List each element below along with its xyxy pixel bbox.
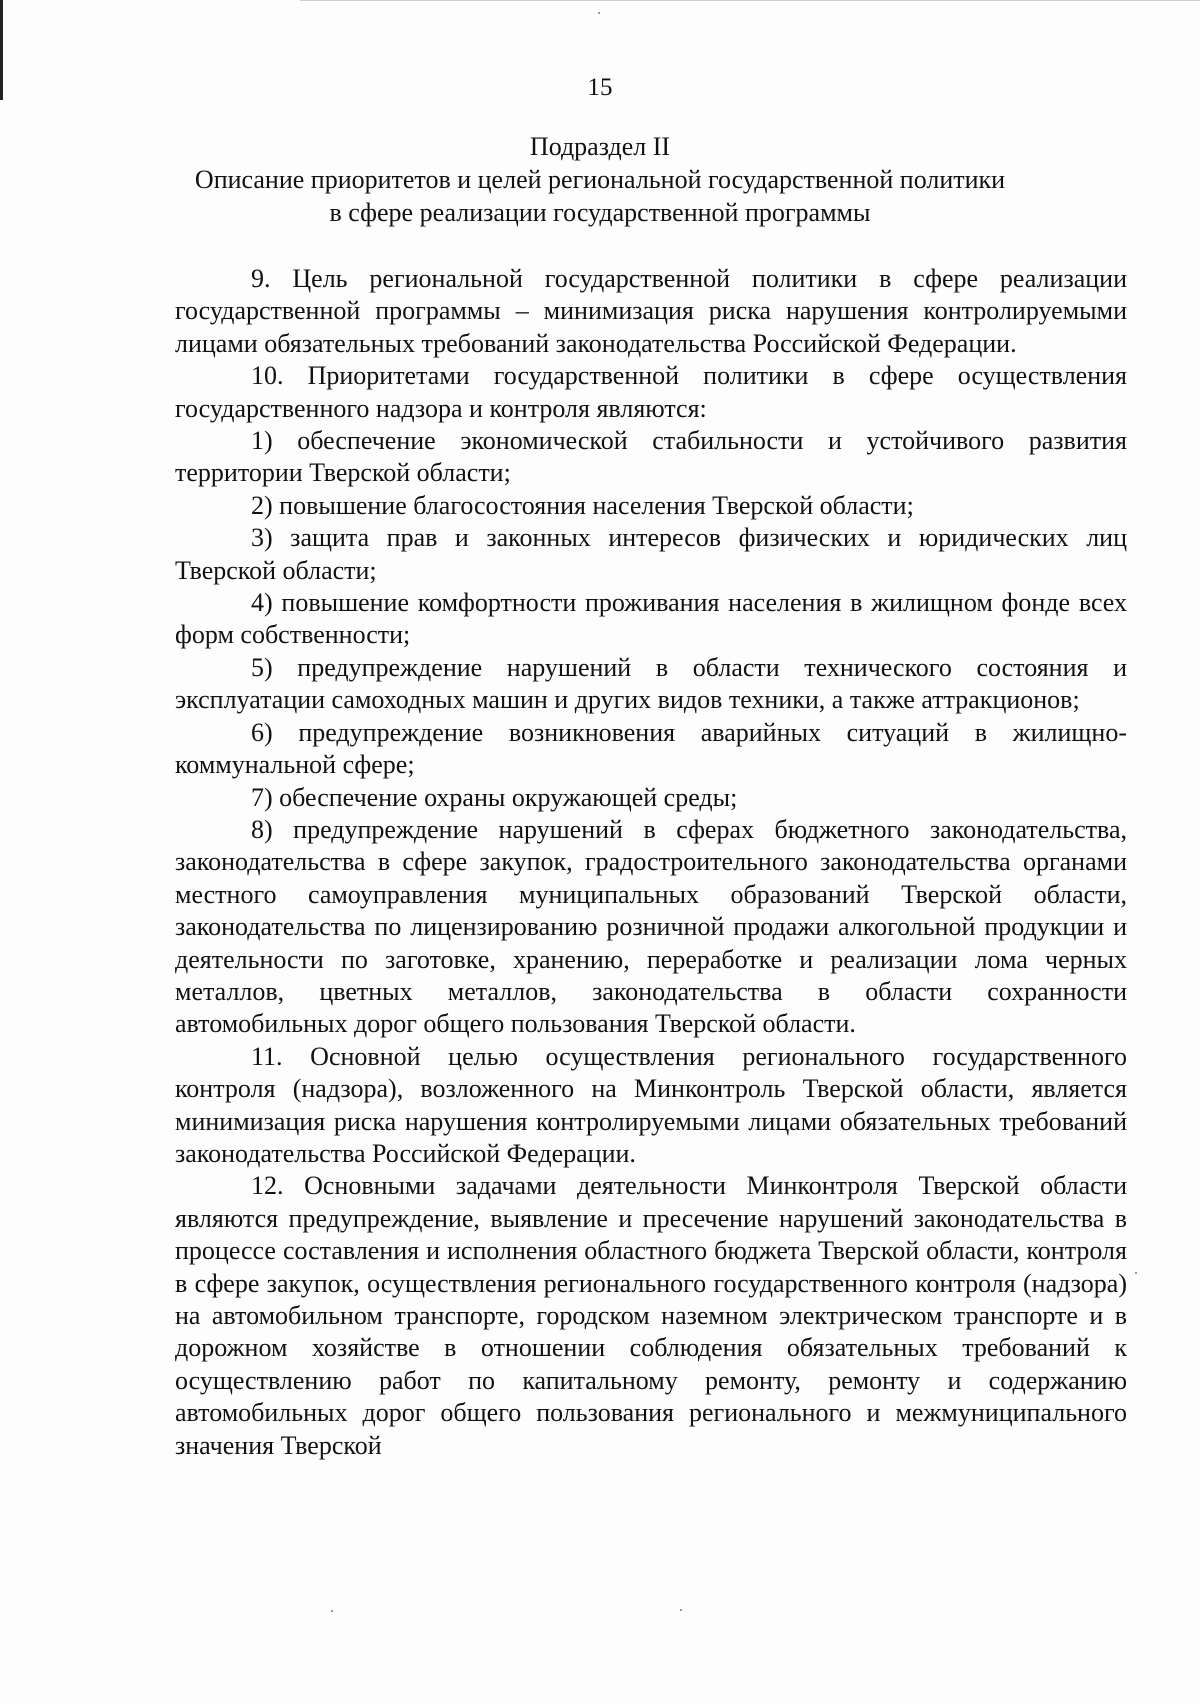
list-item-2: 2) повышение благосостояния населения Тверской области; [251,490,914,520]
list-item-3: 3) защита прав и законных интересов физических и юридических лиц Тверской области; [175,523,1127,585]
subsection-title: Подраздел II [529,132,671,161]
page-number: 15 [587,74,613,101]
heading-title-line-2: в сфере реализации государственной программы [329,198,871,227]
list-item-8: 8) предупреждение нарушений в сферах бюджетного законодательства, законодательства в сфере закупок, градостроительного законодательства органами местного самоуправления муниципальных образований Тверской области, законодательства по лицензированию розничной продажи алкогольной продукции и деятельности по заготовке, хранению, переработке и реализации лома черных металлов, цветных металлов, законодательства в области сохранности автомобильных дорог общего пользования Тверской области. [175,814,1127,1039]
scan-edge-top [300,0,1200,1]
scan-speck [598,12,600,14]
section-heading [140,130,1060,229]
paragraph-11: 11. Основной целью осуществления регионального государственного контроля (надзора), возложенного на Минконтроль Тверской области, является минимизация риска нарушения контролируемыми лицами обязательных требований законодательства Российской Федерации. [175,1041,1127,1168]
paragraph-10: 10. Приоритетами государственной политики в сфере осуществления государственного надзора и контроля являются: [175,361,1127,423]
paragraph-12: 12. Основными задачами деятельности Минконтроля Тверской области являются предупреждение, выявление и пресечение нарушений законодательства в процессе составления и исполнения областного бюджета Тверской области, контроля в сфере закупок, осуществления регионального государственного контроля (надзора) на автомобильном транспорте, городском наземном электрическом транспорте и в дорожном хозяйстве в отношении соблюдения обязательных требований к осуществлению работ по капитальному ремонту, ремонту и содержанию автомобильных дорог общего пользования регионального и межмуниципального значения Тверской [175,1171,1127,1460]
scan-speck [680,1609,682,1611]
document-body [175,263,1127,1462]
list-item-5: 5) предупреждение нарушений в области технического состояния и эксплуатации самоходных машин и других видов техники, а также аттракционов; [175,652,1127,715]
list-item-4: 4) повышение комфортности проживания населения в жилищном фонде всех форм собственности; [175,588,1127,650]
list-item-1: 1) обеспечение экономической стабильности и устойчивого развития территории Тверской области; [175,426,1127,488]
heading-title-line-1: Описание приоритетов и целей региональной государственной политики [194,165,1006,194]
paragraph-9: 9. Цель региональной государственной политики в сфере реализации государственной программы – минимизация риска нарушения контролируемыми лицами обязательных требований законодательства Российской Федерации. [175,264,1127,358]
scan-speck [1135,1272,1137,1274]
list-item-6: 6) предупреждение возникновения аварийных ситуаций в жилищно-коммунальной сфере; [175,717,1127,780]
scan-speck [331,1610,333,1612]
list-item-7: 7) обеспечение охраны окружающей среды; [251,782,738,812]
